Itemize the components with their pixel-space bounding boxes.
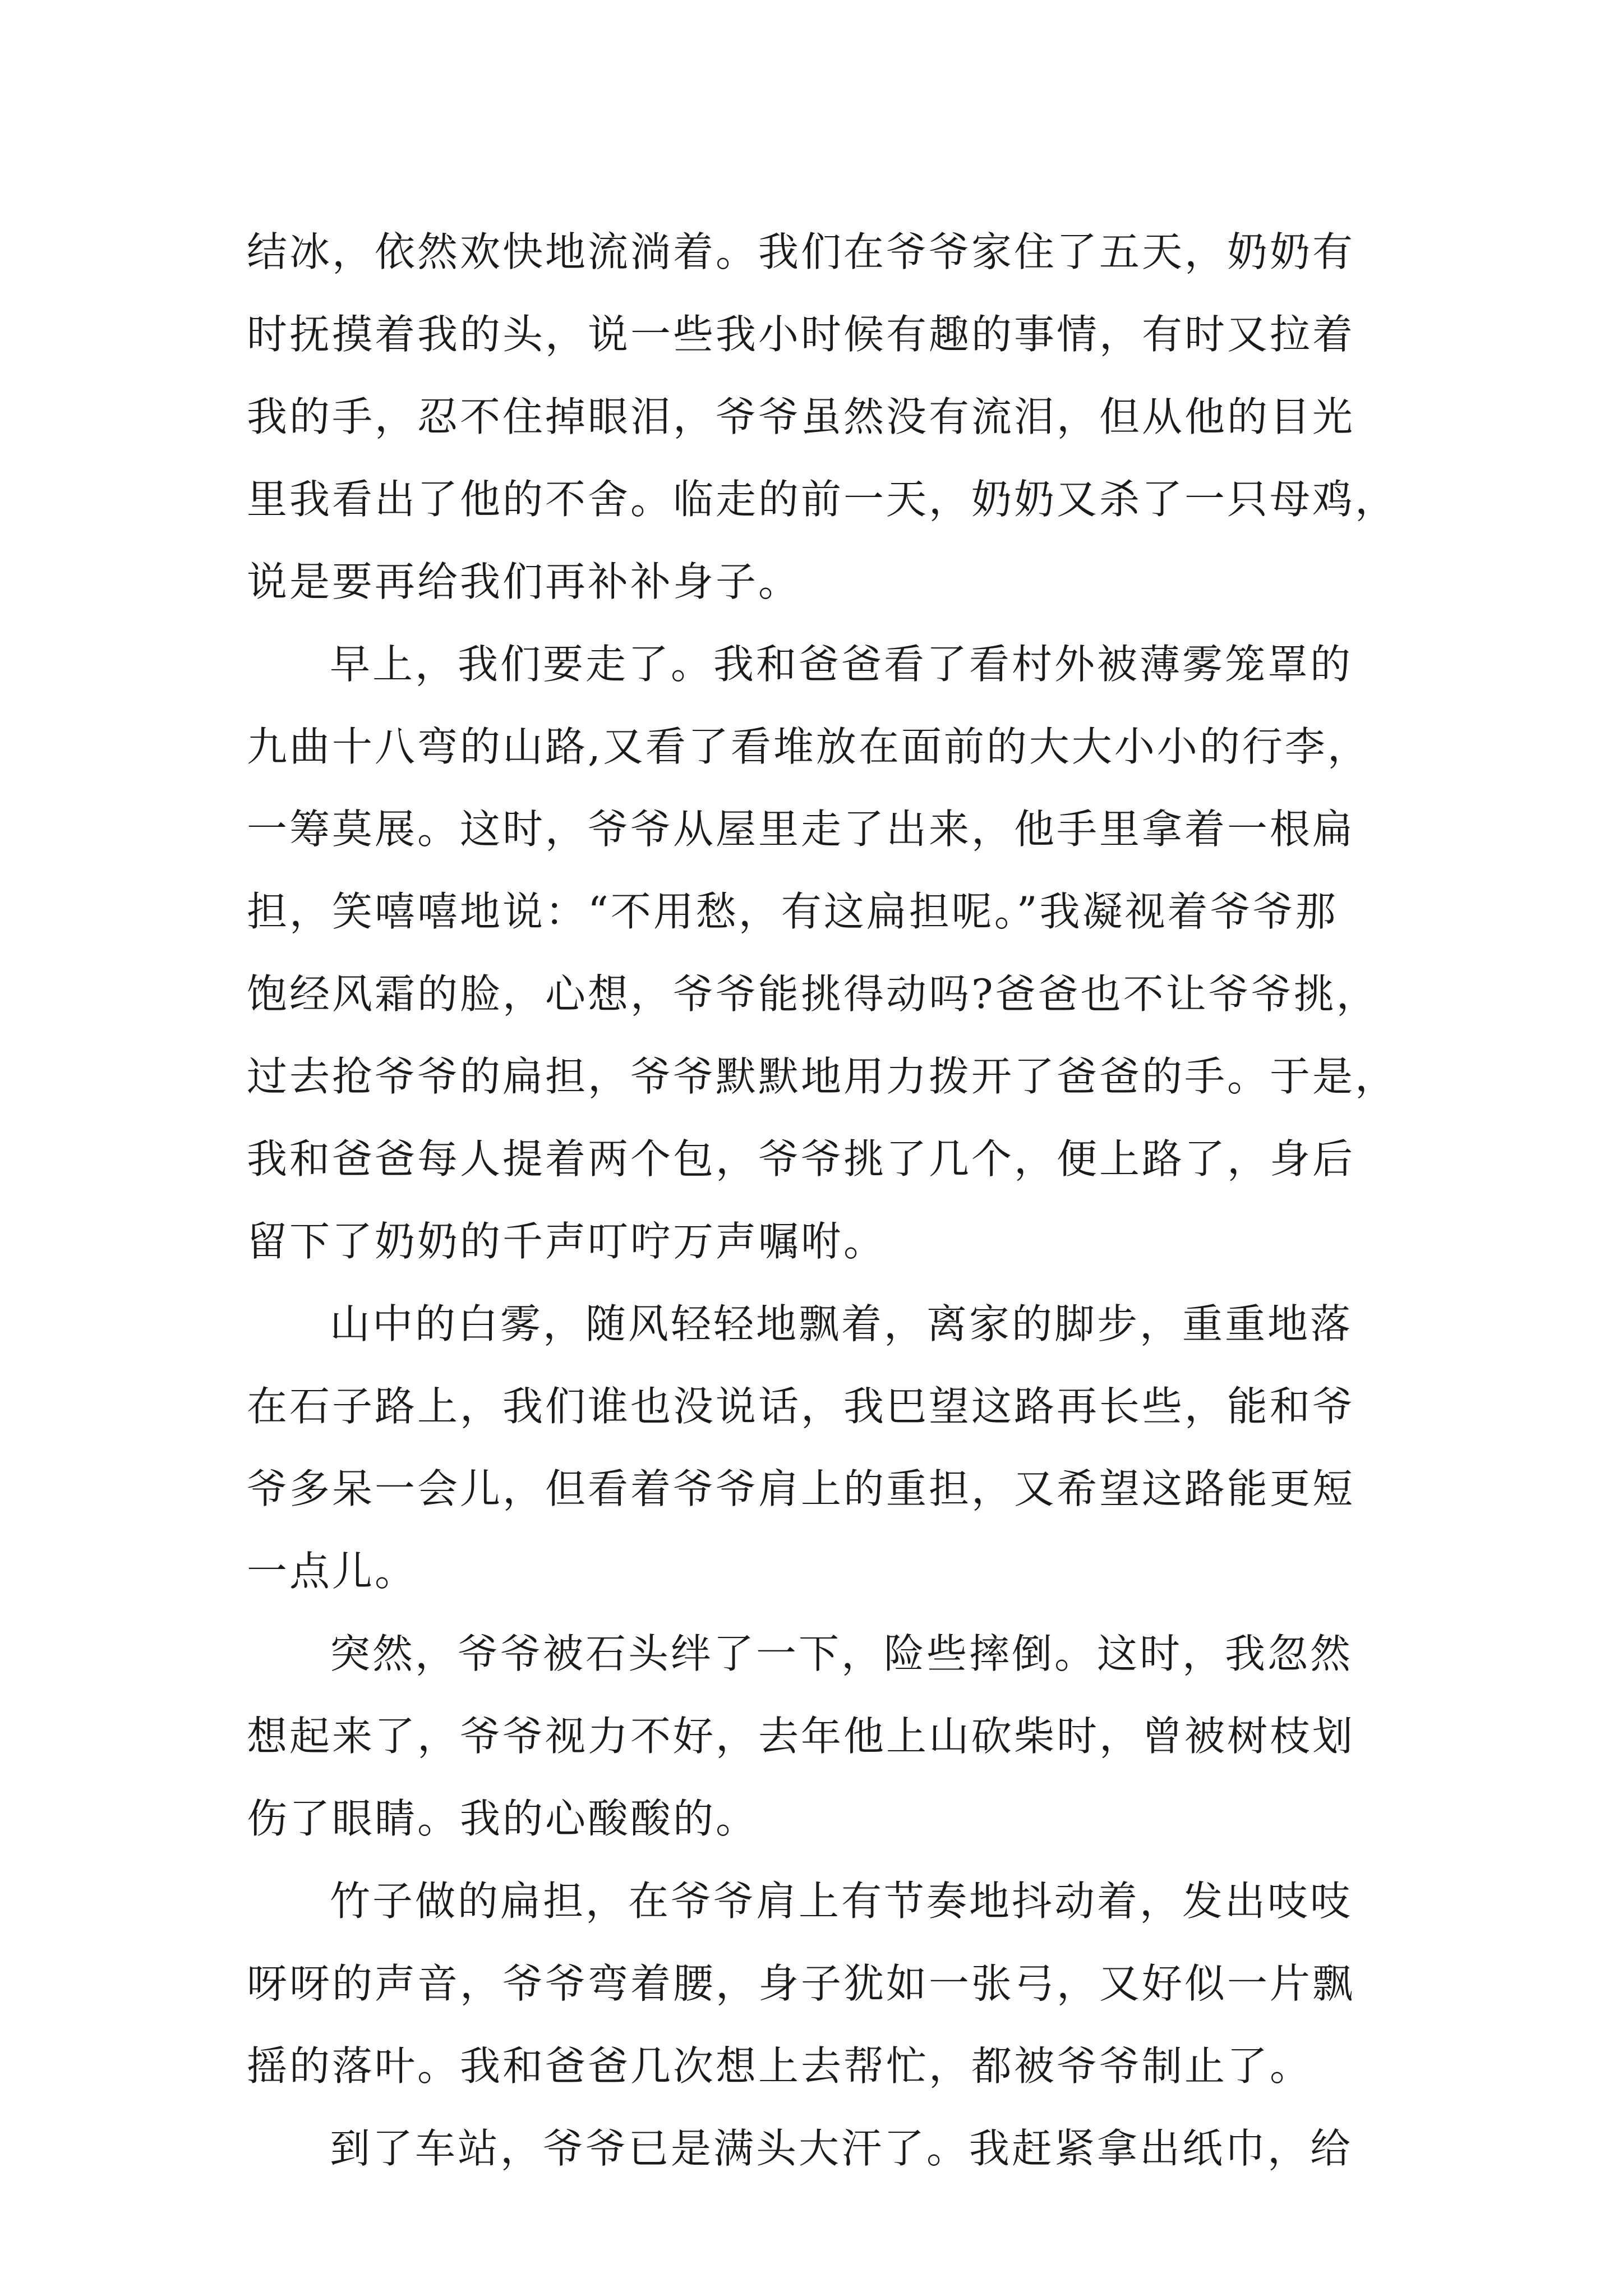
text-line: 一筹莫展。这时，爷爷从屋里走了出来，他手里拿着一根扁 bbox=[247, 806, 1355, 853]
text-line: 伤了眼睛。我的心酸酸的。 bbox=[247, 1795, 759, 1842]
text-line: 过去抢爷爷的扁担，爷爷默默地用力拨开了爸爸的手。于是， bbox=[247, 1053, 1398, 1100]
text-line: 竹子做的扁担，在爷爷肩上有节奏地抖动着，发出吱吱 bbox=[330, 1878, 1353, 1925]
text-line: 九曲十八弯的山路,又看了看堆放在面前的大大小小的行李， bbox=[247, 723, 1370, 770]
text-line: 到了车站，爷爷已是满头大汗了。我赶紧拿出纸巾，给 bbox=[330, 2125, 1353, 2172]
text-line: 里我看出了他的不舍。临走的前一天，奶奶又杀了一只母鸡， bbox=[247, 476, 1398, 523]
text-line: 我和爸爸每人提着两个包，爷爷挑了几个，便上路了，身后 bbox=[247, 1135, 1355, 1182]
text-line: 结冰，依然欢快地流淌着。我们在爷爷家住了五天，奶奶有 bbox=[247, 228, 1355, 275]
text-line: 山中的白雾，随风轻轻地飘着，离家的脚步，重重地落 bbox=[330, 1300, 1353, 1347]
document-body bbox=[247, 211, 1398, 2190]
text-line: 时抚摸着我的头，说一些我小时候有趣的事情，有时又拉着 bbox=[247, 311, 1355, 358]
text-line: 我的手，忍不住掉眼泪，爷爷虽然没有流泪，但从他的目光 bbox=[247, 393, 1355, 440]
text-line: 呀呀的声音，爷爷弯着腰，身子犹如一张弓，又好似一片飘 bbox=[247, 1960, 1355, 2007]
text-line: 早上，我们要走了。我和爸爸看了看村外被薄雾笼罩的 bbox=[330, 641, 1353, 688]
text-line: 留下了奶奶的千声叮咛万声嘱咐。 bbox=[247, 1218, 887, 1265]
text-line: 想起来了，爷爷视力不好，去年他上山砍柴时，曾被树枝划 bbox=[247, 1713, 1355, 1760]
text-line: 摇的落叶。我和爸爸几次想上去帮忙，都被爷爷制止了。 bbox=[247, 2042, 1313, 2090]
text-line: 担，笑嘻嘻地说：“不用愁，有这扁担呢。”我凝视着爷爷那 bbox=[247, 888, 1338, 935]
text-line: 一点儿。 bbox=[247, 1548, 418, 1595]
text-line: 突然，爷爷被石头绊了一下，险些摔倒。这时，我忽然 bbox=[330, 1630, 1353, 1677]
text-line: 饱经风霜的脸，心想，爷爷能挑得动吗?爸爸也不让爷爷挑， bbox=[247, 970, 1379, 1018]
text-line: 说是要再给我们再补补身子。 bbox=[247, 558, 801, 605]
text-line: 爷多呆一会儿，但看着爷爷肩上的重担，又希望这路能更短 bbox=[247, 1465, 1355, 1512]
text-line: 在石子路上，我们谁也没说话，我巴望这路再长些，能和爷 bbox=[247, 1383, 1355, 1430]
